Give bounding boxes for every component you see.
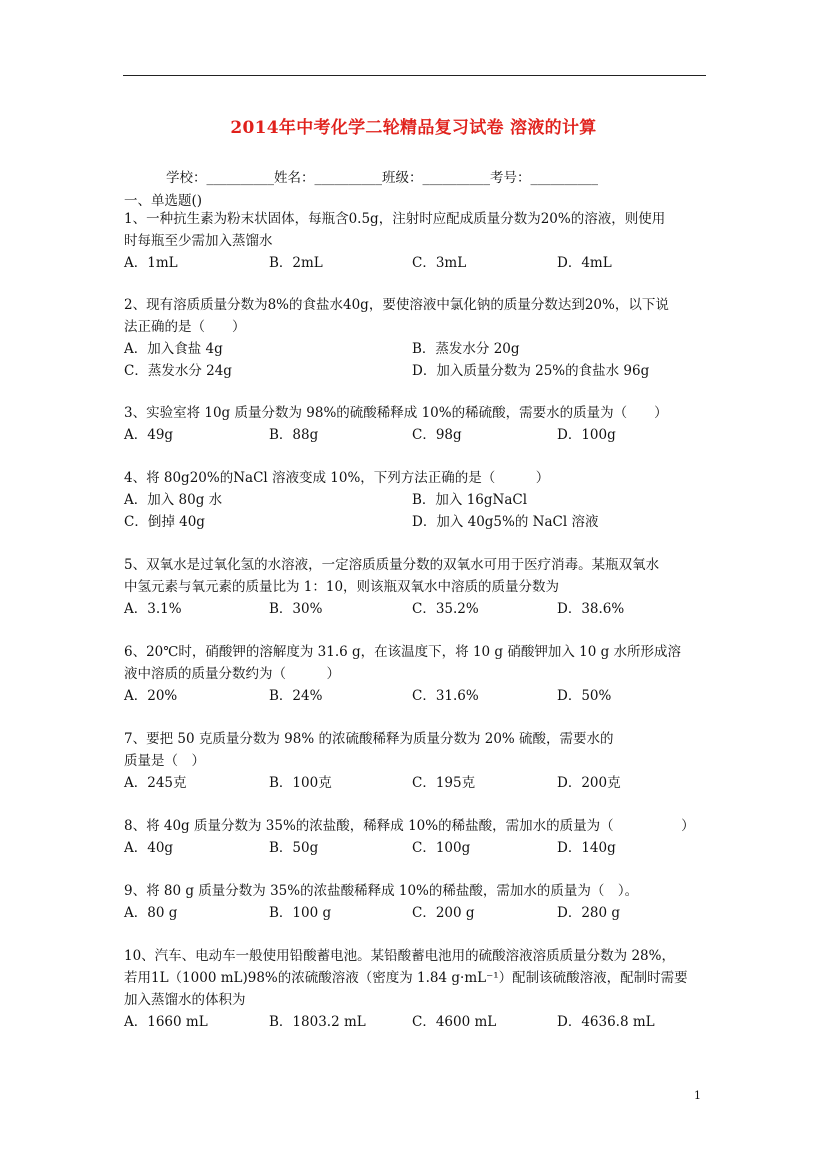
option-a: A．3.1%: [124, 601, 182, 617]
option-a: A．1mL: [124, 255, 178, 271]
options-row: [124, 360, 714, 382]
question-stem-line: 加入蒸馏水的体积为: [124, 992, 246, 1008]
option-d: D．280 g: [557, 905, 621, 921]
options-row: [124, 252, 714, 274]
question-stem-line: 时每瓶至少需加入蒸馏水: [124, 233, 273, 249]
question-1: [124, 208, 714, 274]
question-stem-line: 1、一种抗生素为粉末状固体，每瓶含0.5g，注射时应配成质量分数为20%的溶液，则使用: [124, 211, 666, 227]
student-info-line: 学校：__________姓名：__________班级：__________考号：__________: [166, 170, 598, 186]
option-c: C．195克: [412, 775, 476, 791]
page-number: 1: [694, 1089, 701, 1102]
options-row: [124, 511, 714, 533]
question-stem-line: 中氢元素与氧元素的质量比为 1：10，则该瓶双氧水中溶质的质量分数为: [124, 579, 560, 595]
options-row: [124, 685, 714, 707]
option-d: D．100g: [557, 427, 616, 443]
option-b: B．24%: [269, 688, 323, 704]
option-a: A．49g: [124, 427, 174, 443]
question-stem-line: 3、实验室将 10g 质量分数为 98%的硫酸稀释成 10%的稀硫酸，需要水的质量为（ ）: [124, 405, 668, 421]
option-d: D．4636.8 mL: [557, 1014, 655, 1030]
question-6: [124, 641, 714, 707]
question-stem-line: 2、现有溶质质量分数为8%的食盐水40g，要使溶液中氯化钠的质量分数达到20%，以下说: [124, 297, 669, 313]
question-2: [124, 294, 714, 382]
options-row: [124, 598, 714, 620]
option-d: D．加入 40g5%的 NaCl 溶液: [412, 514, 599, 530]
option-a: A．加入 80g 水: [124, 492, 223, 508]
question-3: [124, 402, 714, 446]
header-rule: [123, 75, 706, 76]
option-b: B．100克: [269, 775, 332, 791]
question-9: [124, 880, 714, 924]
question-stem-line: 法正确的是（ ）: [124, 319, 246, 335]
option-b: B．2mL: [269, 255, 323, 271]
question-stem-line: 4、将 80g20%的NaCl 溶液变成 10%，下列方法正确的是（ ）: [124, 470, 550, 486]
question-4: [124, 467, 714, 533]
options-row: [124, 837, 714, 859]
option-b: B．蒸发水分 20g: [412, 341, 520, 357]
option-c: C．31.6%: [412, 688, 479, 704]
question-stem-line: 液中溶质的质量分数约为（ ）: [124, 666, 340, 682]
option-c: C．倒掉 40g: [124, 514, 205, 530]
option-a: A．245克: [124, 775, 187, 791]
question-stem-line: 5、双氧水是过氧化氢的水溶液，一定溶质质量分数的双氧水可用于医疗消毒。某瓶双氧水: [124, 557, 660, 573]
option-a: A．加入食盐 4g: [124, 341, 223, 357]
section-heading: 一、单选题(): [124, 193, 203, 209]
page-title: 2014年中考化学二轮精品复习试卷 溶液的计算: [230, 118, 597, 138]
option-b: B．100 g: [269, 905, 332, 921]
option-b: B．1803.2 mL: [269, 1014, 366, 1030]
question-stem-line: 若用1L（1000 mL)98%的浓硫酸溶液（密度为 1.84 g·mL⁻¹）配制该硫酸溶液，配制时需要: [124, 970, 688, 986]
option-b: B．50g: [269, 840, 319, 856]
option-a: A．1660 mL: [124, 1014, 208, 1030]
question-stem-line: 7、要把 50 克质量分数为 98% 的浓硫酸稀释为质量分数为 20% 硫酸，需要水的: [124, 731, 614, 747]
option-d: D．200克: [557, 775, 621, 791]
question-stem-line: 6、20℃时，硝酸钾的溶解度为 31.6 g，在该温度下，将 10 g 硝酸钾加入 10 g 水所形成溶: [124, 644, 682, 660]
question-5: [124, 554, 714, 620]
option-d: D．4mL: [557, 255, 612, 271]
option-c: C．3mL: [412, 255, 467, 271]
option-d: D．50%: [557, 688, 612, 704]
options-row: [124, 424, 714, 446]
option-d: D．38.6%: [557, 601, 625, 617]
option-c: C．100g: [412, 840, 471, 856]
question-7: [124, 728, 714, 794]
question-stem-line: 8、将 40g 质量分数为 35%的浓盐酸，稀释成 10%的稀盐酸，需加水的质量为（ ）: [124, 818, 695, 834]
option-c: C．200 g: [412, 905, 475, 921]
option-b: B．30%: [269, 601, 323, 617]
options-row: [124, 772, 714, 794]
option-c: C．4600 mL: [412, 1014, 497, 1030]
question-8: [124, 815, 714, 859]
option-a: A．40g: [124, 840, 174, 856]
option-d: D．加入质量分数为 25%的食盐水 96g: [412, 363, 650, 379]
option-a: A．20%: [124, 688, 178, 704]
question-stem-line: 质量是（ ）: [124, 753, 205, 769]
option-b: B．加入 16gNaCl: [412, 492, 528, 508]
question-stem-line: 10、汽车、电动车一般使用铅酸蓄电池。某铅酸蓄电池用的硫酸溶液溶质质量分数为 28%，: [124, 948, 675, 964]
option-d: D．140g: [557, 840, 616, 856]
option-b: B．88g: [269, 427, 319, 443]
question-10: [124, 945, 714, 1033]
option-c: C．蒸发水分 24g: [124, 363, 232, 379]
option-c: C．98g: [412, 427, 462, 443]
option-a: A．80 g: [124, 905, 178, 921]
options-row: [124, 489, 714, 511]
question-stem-line: 9、将 80 g 质量分数为 35%的浓盐酸稀释成 10%的稀盐酸，需加水的质量为（ ）。: [124, 883, 639, 899]
options-row: [124, 1011, 714, 1033]
option-c: C．35.2%: [412, 601, 479, 617]
options-row: [124, 902, 714, 924]
options-row: [124, 338, 714, 360]
